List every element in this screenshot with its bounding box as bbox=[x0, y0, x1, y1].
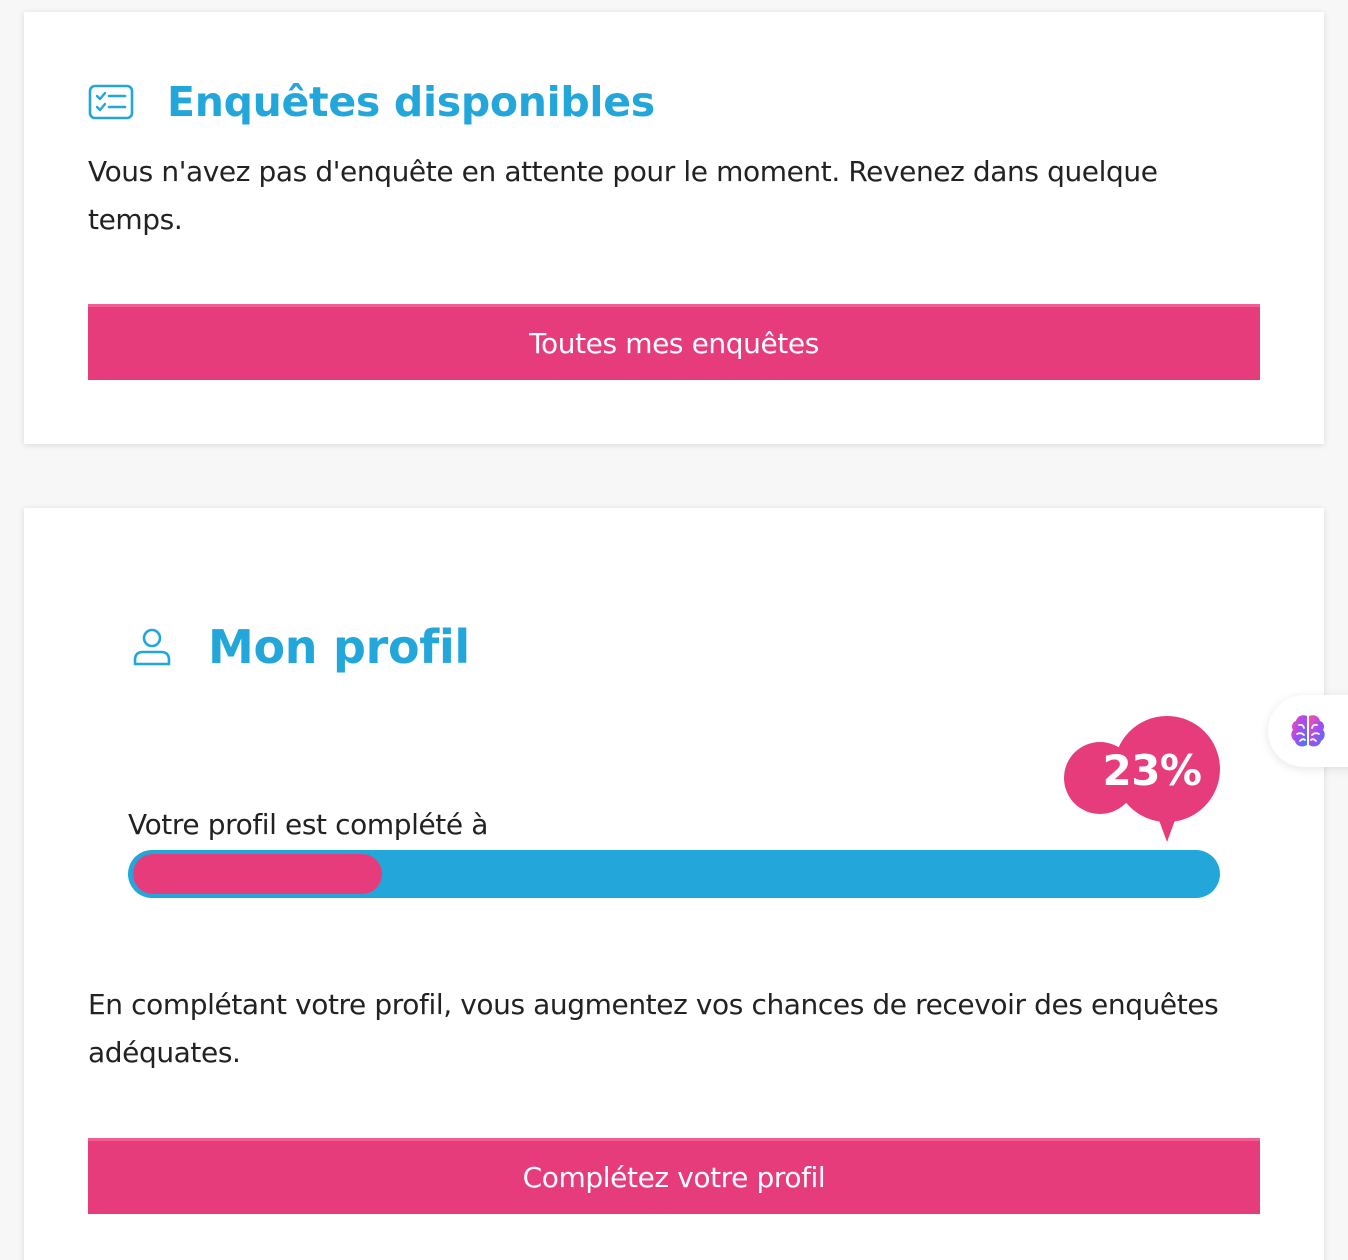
surveys-empty-message: Vous n'avez pas d'enquête en attente pour le moment. Revenez dans quelque temps. bbox=[88, 155, 1158, 236]
complete-profile-button[interactable]: Complétez votre profil bbox=[88, 1138, 1260, 1214]
profile-progress-fill bbox=[133, 854, 382, 894]
badge-pointer bbox=[1156, 812, 1178, 842]
surveys-heading bbox=[88, 78, 655, 126]
survey-list-icon bbox=[88, 84, 134, 120]
all-surveys-button[interactable]: Toutes mes enquêtes bbox=[88, 304, 1260, 380]
profile-card bbox=[24, 508, 1324, 1260]
progress-percent-badge bbox=[1064, 716, 1224, 844]
profile-title: Mon profil bbox=[208, 620, 470, 674]
progress-percent-text: 23% bbox=[1102, 746, 1202, 795]
profile-progress-bar bbox=[128, 850, 1220, 898]
profile-heading bbox=[132, 620, 470, 674]
profile-hint-message: En complétant votre profil, vous augmentez vos chances de recevoir des enquêtes adéquates. bbox=[88, 988, 1219, 1069]
floating-assistant-button[interactable] bbox=[1268, 695, 1348, 767]
surveys-title: Enquêtes disponibles bbox=[167, 78, 655, 126]
progress-label: Votre profil est complété à bbox=[128, 808, 488, 841]
surveys-card bbox=[24, 12, 1324, 444]
brain-icon bbox=[1288, 711, 1328, 751]
user-icon bbox=[132, 627, 172, 667]
